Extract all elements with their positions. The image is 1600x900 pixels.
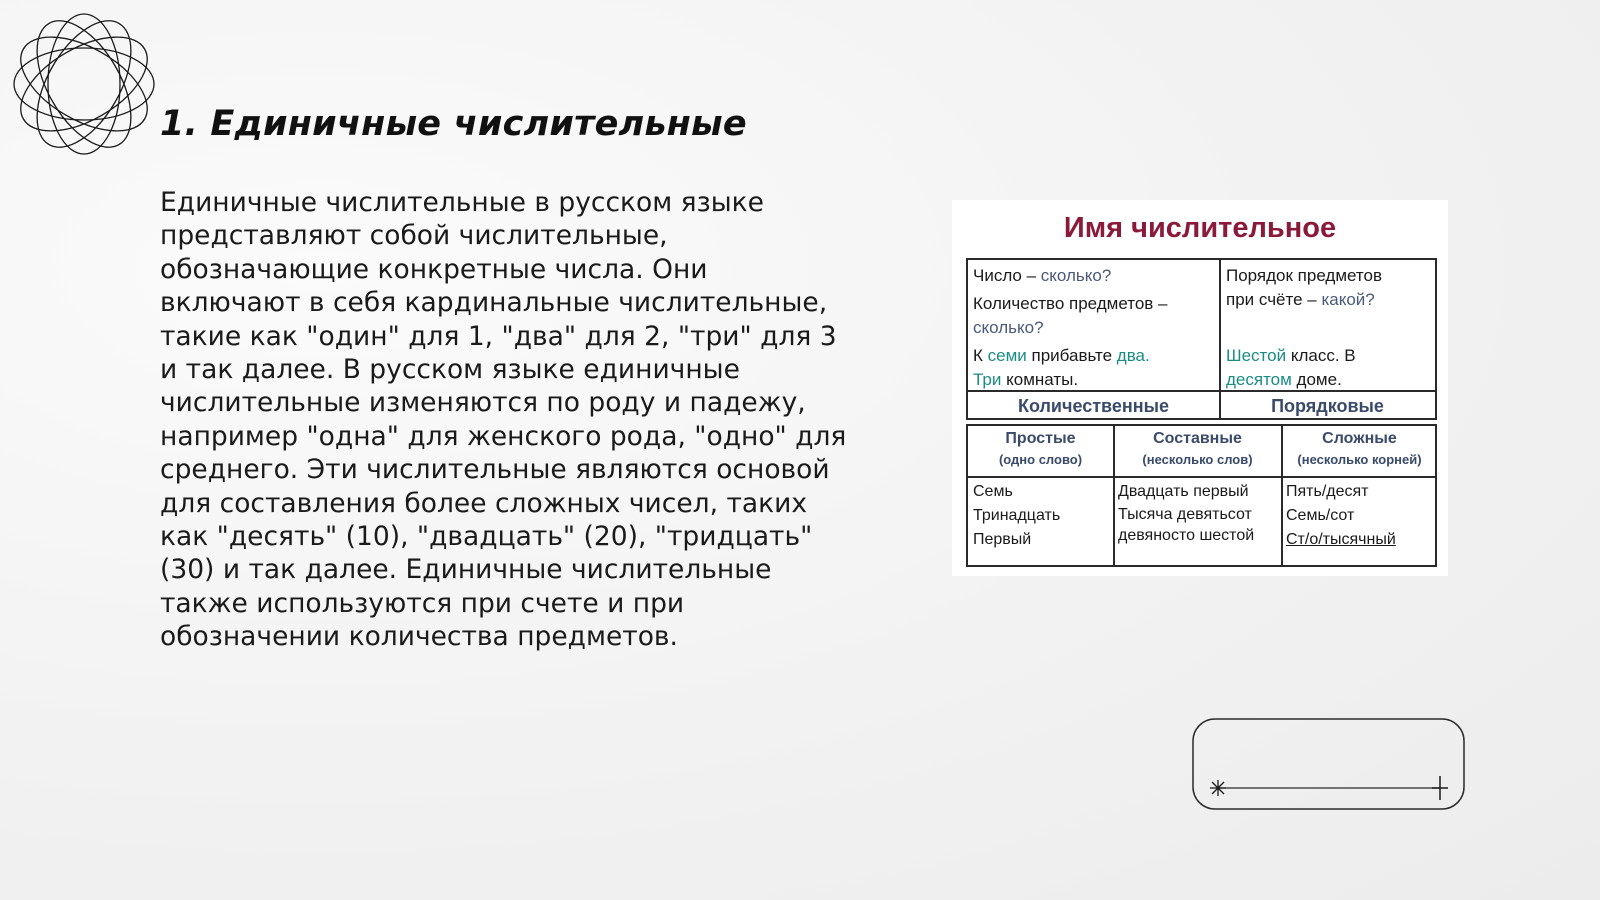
decorative-frame <box>1192 718 1465 810</box>
page-title: 1. Единичные числительные <box>160 104 747 144</box>
numeral-diagram-card <box>952 200 1448 576</box>
body-paragraph: Единичные числительные в русском языке представляют собой числительные, обозначающие конкретные числа. Они включают в себя кардинальные числительные, такие как "один" для 1, "два" для 2, "три" для 3 и так далее. В русском языке единичные числительные изменяются по роду и падежу, например "одна" для женского рода, "одно" для среднего. Эти числительные являются основой для составления более сложных чисел, таких как "десять" (10), "двадцать" (20), "тридцать" (30) и так далее. Единичные числительные также используются при счете и при обозначении количества предметов. <box>160 187 847 653</box>
column-header-complex: Сложные (несколько корней) <box>1297 430 1422 467</box>
ordinal-heading: Порядковые <box>1271 396 1384 416</box>
numeral-structure-table <box>966 424 1437 567</box>
cardinal-heading: Количественные <box>1017 396 1170 416</box>
complex-examples: Пять/десят Семь/сот Ст/о/тысячный <box>1286 483 1396 548</box>
ordinal-description: Порядок предметов при счёте – какой? Шестой класс. В десятом доме. <box>1226 266 1382 389</box>
cardinal-description: Число – сколько? Количество предметов – сколько? К семи прибавьте два. Три комнаты. <box>973 266 1168 389</box>
compound-examples: Двадцать первый Тысяча девятьсот девяносто шестой <box>1118 483 1255 544</box>
column-header-simple: Простые (одно слово) <box>998 430 1083 467</box>
sparkle-icon <box>1432 776 1448 800</box>
card-title: Имя числительное <box>1063 212 1337 244</box>
simple-examples: Семь Тринадцать Первый <box>973 483 1061 548</box>
column-header-compound: Составные (несколько слов) <box>1142 430 1253 467</box>
spirograph-logo-icon <box>10 10 158 158</box>
starburst-icon <box>1210 780 1226 796</box>
numeral-types-table <box>966 258 1437 420</box>
